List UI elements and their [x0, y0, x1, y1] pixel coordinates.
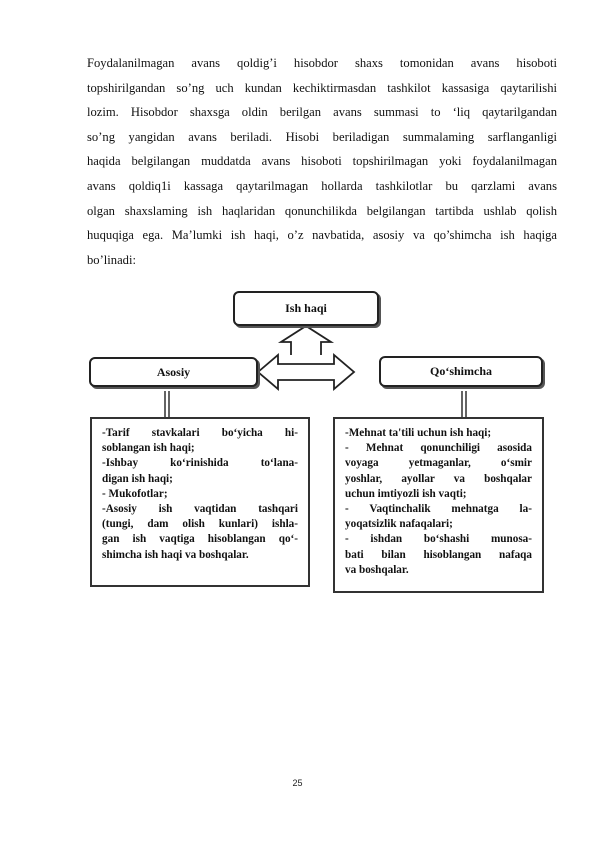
list-item: yoshlar, ayollar va boshqalar — [345, 472, 532, 485]
list-item: -Mehnat ta'tili uchun ish haqi; — [345, 427, 492, 439]
page-number: 25 — [292, 778, 303, 788]
paragraph-line: topshirilgandan so’ng uch kundan kechiktirmasdan tashkilot kassasiga qaytarilishi — [87, 80, 557, 95]
list-item: shimcha ish haqi va boshqalar. — [102, 548, 249, 561]
left-list-box — [90, 417, 310, 587]
list-item: -Asosiy ish vaqtidan tashqari — [102, 503, 298, 516]
paragraph-line: so’ng yangidan avans beriladi. Hisobi beriladigan summalaming sarflanganligi — [87, 129, 557, 144]
paragraph-line: olgan shaxslaming ish haqlaridan qonunchilikda belgilangan tartibda ushlab qolish — [87, 203, 557, 218]
top-box — [233, 291, 379, 326]
top-box-label: Ish haqi — [285, 301, 327, 315]
double-arrow — [258, 355, 354, 389]
list-item: - Vaqtinchalik mehnatga la- — [345, 503, 532, 516]
list-item: voyaga yetmaganlar, o‘smir — [345, 457, 532, 470]
left-box-label: Asosiy — [156, 364, 191, 379]
paragraph-line: lozim. Hisobdor shaxsga oldin berilgan avans summasi to ‘liq qaytarilgandan — [87, 105, 557, 120]
list-item: uchun imtiyozli ish vaqti; — [345, 487, 467, 500]
list-item: - Mehnat qonunchiligi asosida — [345, 442, 532, 455]
list-item: (tungi, dam olish kunlari) ishla- — [102, 518, 298, 531]
paragraph-line: Foydalanilmagan avans qoldig’i hisobdor shaxs tomonidan avans hisoboti — [87, 56, 557, 70]
right-list-box — [333, 417, 544, 593]
up-arrow — [281, 326, 331, 355]
list-item: digan ish haqi; — [102, 472, 173, 485]
list-item: soblangan ish haqi; — [102, 442, 195, 455]
list-item: -Ishbay ko‘rinishida to‘lana- — [102, 457, 298, 470]
right-box — [379, 356, 543, 387]
list-item: -Tarif stavkalari bo‘yicha hi- — [102, 427, 298, 439]
paragraph-line: avans qoldiq1i kassaga qaytarilmagan hollarda tashkilotlar bu qarzlami avans — [87, 178, 557, 193]
list-item: gan ish vaqtiga hisoblangan qo‘- — [102, 533, 298, 546]
left-box — [89, 357, 258, 387]
right-box-label: Qo‘shimcha — [429, 364, 492, 378]
list-item: - Mukofotlar; — [102, 487, 168, 500]
list-item: bati bilan hisoblangan nafaqa — [345, 548, 532, 561]
list-item: va boshqalar. — [345, 563, 409, 576]
paragraph-line: huquqiga ega. Ma’lumki ish haqi, o’z navbatida, asosiy va qo’shimcha ish haqiga — [87, 228, 557, 243]
list-item: yoqatsizlik nafaqalari; — [345, 518, 453, 531]
paragraph-line: bo’linadi: — [87, 252, 136, 267]
paragraph-line: haqida belgilangan muddatda avans hisoboti topshirilmagan yoki foydalanilmagan — [87, 154, 557, 169]
list-item: - ishdan bo‘shashi munosa- — [345, 533, 532, 546]
